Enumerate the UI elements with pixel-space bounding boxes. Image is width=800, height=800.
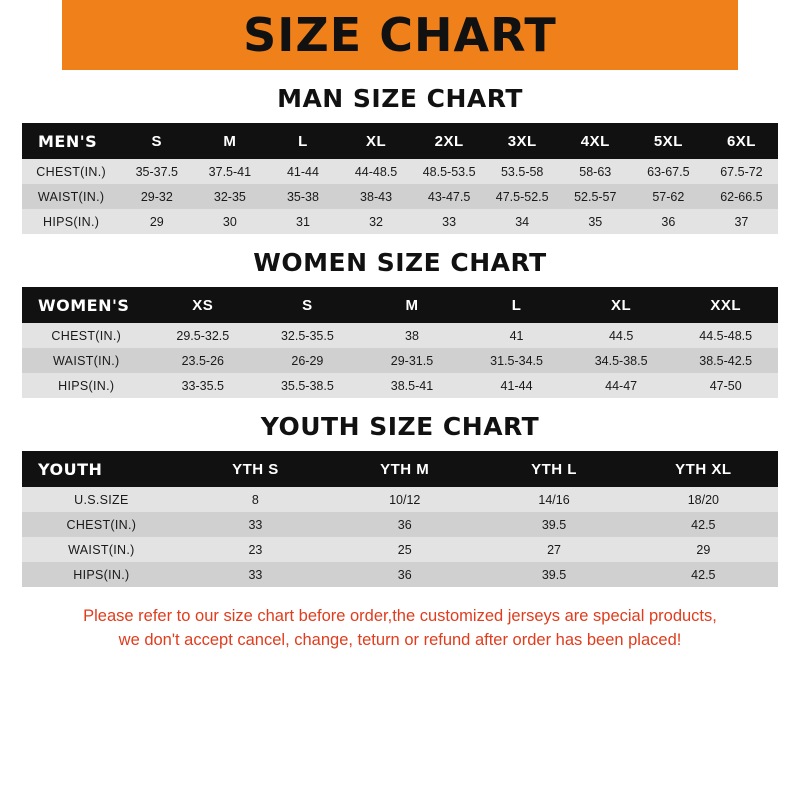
section-title-women: WOMEN SIZE CHART (253, 248, 547, 277)
row-label: CHEST(IN.) (22, 323, 151, 348)
cell: 32 (340, 209, 413, 234)
cell: 42.5 (629, 562, 778, 587)
column-header: M (360, 287, 465, 323)
men-table-head (22, 123, 778, 159)
cell: 47-50 (673, 373, 778, 398)
women-table-head (22, 287, 778, 323)
cell: 8 (181, 487, 330, 512)
row-label: U.S.SIZE (22, 487, 181, 512)
cell: 41-44 (266, 159, 339, 184)
cell: 35 (559, 209, 632, 234)
cell: 63-67.5 (632, 159, 705, 184)
section-title-youth: YOUTH SIZE CHART (260, 412, 540, 441)
column-header: L (266, 123, 339, 159)
cell: 38.5-42.5 (673, 348, 778, 373)
policy-note-line-1: Please refer to our size chart before order,the customized jerseys are special products, (83, 607, 717, 625)
cell: 33-35.5 (151, 373, 256, 398)
row-label: HIPS(IN.) (22, 209, 120, 234)
cell: 48.5-53.5 (413, 159, 486, 184)
cell: 34.5-38.5 (569, 348, 674, 373)
cell: 26-29 (255, 348, 360, 373)
cell: 44-47 (569, 373, 674, 398)
column-header: 3XL (486, 123, 559, 159)
cell: 33 (181, 562, 330, 587)
youth-size-table (22, 451, 778, 587)
cell: 18/20 (629, 487, 778, 512)
table-header-row (22, 287, 778, 323)
banner-right-notch (738, 0, 800, 70)
cell: 32.5-35.5 (255, 323, 360, 348)
table-row (22, 209, 778, 234)
cell: 29-31.5 (360, 348, 465, 373)
cell: 35.5-38.5 (255, 373, 360, 398)
cell: 52.5-57 (559, 184, 632, 209)
column-header: S (120, 123, 193, 159)
cell: 53.5-58 (486, 159, 559, 184)
page-title: SIZE CHART (243, 8, 557, 62)
cell: 29-32 (120, 184, 193, 209)
table-row (22, 323, 778, 348)
cell: 44-48.5 (340, 159, 413, 184)
cell: 67.5-72 (705, 159, 778, 184)
cell: 35-38 (266, 184, 339, 209)
section-title-men: MAN SIZE CHART (277, 84, 523, 113)
cell: 36 (632, 209, 705, 234)
column-header: YTH M (330, 451, 479, 487)
cell: 41 (464, 323, 569, 348)
column-header: XS (151, 287, 256, 323)
row-label: CHEST(IN.) (22, 159, 120, 184)
cell: 35-37.5 (120, 159, 193, 184)
cell: 36 (330, 512, 479, 537)
cell: 25 (330, 537, 479, 562)
women-table-body (22, 323, 778, 398)
cell: 38 (360, 323, 465, 348)
cell: 44.5 (569, 323, 674, 348)
youth-table-head (22, 451, 778, 487)
table-row (22, 487, 778, 512)
cell: 30 (193, 209, 266, 234)
table-row (22, 512, 778, 537)
column-header: XXL (673, 287, 778, 323)
youth-table-body (22, 487, 778, 587)
cell: 62-66.5 (705, 184, 778, 209)
table-row (22, 537, 778, 562)
cell: 44.5-48.5 (673, 323, 778, 348)
column-header: 5XL (632, 123, 705, 159)
section-women (22, 248, 778, 398)
column-header: YTH XL (629, 451, 778, 487)
row-label: HIPS(IN.) (22, 373, 151, 398)
women-label-header: WOMEN'S (22, 287, 151, 323)
cell: 29 (629, 537, 778, 562)
row-label: CHEST(IN.) (22, 512, 181, 537)
column-header: YTH S (181, 451, 330, 487)
cell: 36 (330, 562, 479, 587)
cell: 31.5-34.5 (464, 348, 569, 373)
youth-label-header: YOUTH (22, 451, 181, 487)
section-men (22, 84, 778, 234)
men-label-header: MEN'S (22, 123, 120, 159)
column-header: L (464, 287, 569, 323)
cell: 33 (413, 209, 486, 234)
table-row (22, 373, 778, 398)
cell: 27 (479, 537, 628, 562)
cell: 42.5 (629, 512, 778, 537)
cell: 37 (705, 209, 778, 234)
column-header: M (193, 123, 266, 159)
cell: 38-43 (340, 184, 413, 209)
column-header: 4XL (559, 123, 632, 159)
table-header-row (22, 123, 778, 159)
policy-note-line-2: we don't accept cancel, change, teturn or refund after order has been placed! (118, 630, 682, 649)
cell: 33 (181, 512, 330, 537)
row-label: WAIST(IN.) (22, 184, 120, 209)
cell: 57-62 (632, 184, 705, 209)
table-row (22, 562, 778, 587)
policy-note (18, 605, 782, 653)
table-row (22, 159, 778, 184)
cell: 38.5-41 (360, 373, 465, 398)
table-header-row (22, 451, 778, 487)
cell: 23 (181, 537, 330, 562)
row-label: WAIST(IN.) (22, 537, 181, 562)
women-size-table (22, 287, 778, 398)
cell: 32-35 (193, 184, 266, 209)
table-row (22, 348, 778, 373)
cell: 47.5-52.5 (486, 184, 559, 209)
column-header: XL (569, 287, 674, 323)
cell: 58-63 (559, 159, 632, 184)
cell: 14/16 (479, 487, 628, 512)
cell: 43-47.5 (413, 184, 486, 209)
column-header: S (255, 287, 360, 323)
cell: 31 (266, 209, 339, 234)
table-row (22, 184, 778, 209)
cell: 41-44 (464, 373, 569, 398)
cell: 34 (486, 209, 559, 234)
cell: 29.5-32.5 (151, 323, 256, 348)
cell: 10/12 (330, 487, 479, 512)
section-youth (22, 412, 778, 587)
row-label: WAIST(IN.) (22, 348, 151, 373)
column-header: 2XL (413, 123, 486, 159)
column-header: 6XL (705, 123, 778, 159)
cell: 37.5-41 (193, 159, 266, 184)
chart-content (0, 84, 800, 587)
column-header: XL (340, 123, 413, 159)
header-banner (0, 0, 800, 70)
cell: 39.5 (479, 562, 628, 587)
cell: 39.5 (479, 512, 628, 537)
men-table-body (22, 159, 778, 234)
column-header: YTH L (479, 451, 628, 487)
men-size-table (22, 123, 778, 234)
cell: 29 (120, 209, 193, 234)
banner-left-notch (0, 0, 62, 70)
row-label: HIPS(IN.) (22, 562, 181, 587)
cell: 23.5-26 (151, 348, 256, 373)
